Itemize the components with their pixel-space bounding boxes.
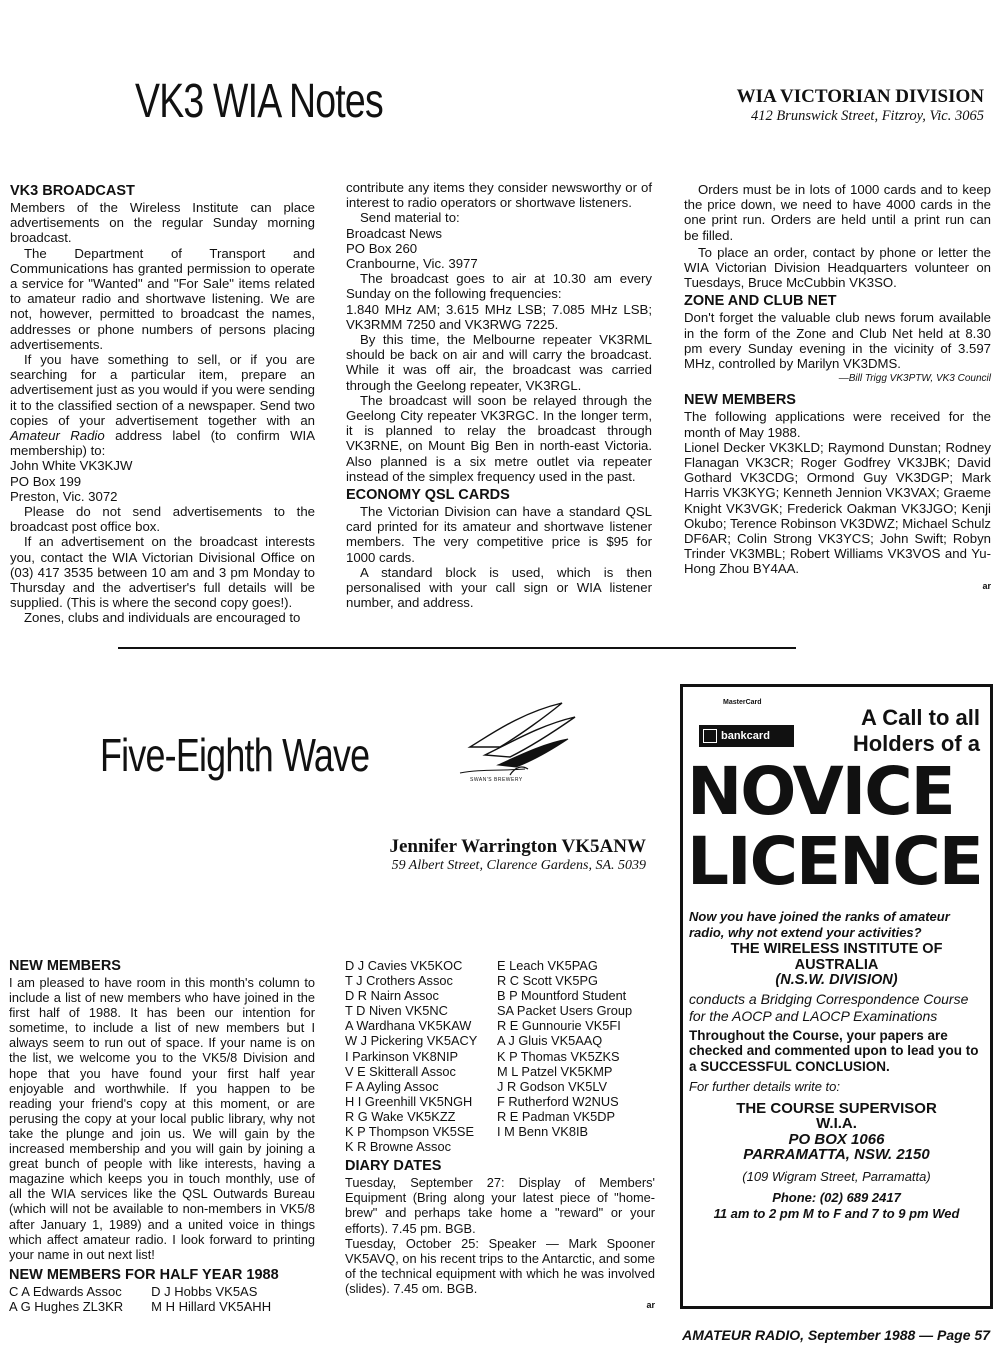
novice-licence-ad bbox=[680, 684, 993, 1309]
paragraph: By this time, the Melbourne repeater VK3RML should be back on air and will carry the broadcast. While it was off air, the broadcast was carried through the Geelong repeater, VK3RGL. bbox=[346, 332, 652, 393]
member-name: M H Hillard VK5AHH bbox=[151, 1298, 272, 1314]
division-name: WIA VICTORIAN DIVISION bbox=[736, 86, 984, 107]
paragraph: To place an order, contact by phone or letter the WIA Victorian Division Headquarters volunteer on Tuesdays, Bruce McCubbin VK3SO. bbox=[684, 244, 991, 291]
diary-entry: Tuesday, October 25: Speaker — Mark Spooner VK5AVQ, on his recent trips to the Antarctic, and some of the technical equipment with which he was involved (slides). 7.45 om. BGB. bbox=[345, 1235, 655, 1296]
paragraph: The following applications were received for the month of May 1988. bbox=[684, 409, 991, 440]
member-name: H I Greenhill VK5NGH bbox=[345, 1093, 473, 1109]
paragraph: Orders must be in lots of 1000 cards and to keep the price down, we need to have 4000 cards in the one print run. Orders are held until a print run can be filled. bbox=[684, 182, 991, 243]
five-eighth-title: Five-Eighth Wave bbox=[100, 729, 370, 781]
members-list-right bbox=[497, 958, 655, 1154]
ad-big-word: LICENCE bbox=[687, 823, 982, 900]
ad-box: PO BOX 1066 bbox=[788, 1130, 885, 1148]
section-heading: DIARY DATES bbox=[345, 1158, 442, 1175]
bankcard-icon bbox=[703, 729, 717, 743]
ad-hours: 11 am to 2 pm M to F and 7 to 9 pm Wed bbox=[713, 1205, 960, 1221]
ad-headline: Holders of a bbox=[852, 731, 980, 756]
member-name: K P Thompson VK5SE bbox=[345, 1124, 474, 1140]
address-line: John White VK3KJW bbox=[10, 458, 133, 474]
ad-org: AUSTRALIA bbox=[794, 956, 879, 973]
member-name: R C Scott VK5PG bbox=[497, 973, 598, 989]
paragraph: Members of the Wireless Institute can place advertisements on the regular Sunday morning broadcast. bbox=[10, 200, 315, 246]
paragraph: I am pleased to have room in this month's column to include a list of new members who have joined in the first half of 1988. It has been our intention for sometime, to include a list of new members but I always seem to run out of space. If your name is on the list, we welcome you to the VK5/8 Division and hope that you have found your first half year enjoyable and worthwhile. If you happen to be reading your friend's copy at this moment, or are perusing the copy at your local public library, why not take the plunge and join us. We will gain by the increased membership and you will gain by joining a great bunch of people with like interests, having a magazine which keeps you in touch monthly, use of all the WIA services like the QSL Outwards Bureau (which will not be available to non-members in VK5/8 after January 1, 1989) and a united voice in things which affect amateur radio. I look forward to printing your name in out next list! bbox=[9, 975, 315, 1262]
ad-org: THE WIRELESS INSTITUTE OF bbox=[730, 941, 943, 957]
member-name: I Parkinson VK8NIP bbox=[345, 1048, 459, 1064]
address-line: PO Box 199 bbox=[10, 473, 82, 489]
member-name: A Wardhana VK5KAW bbox=[345, 1018, 472, 1034]
fiveeighth-column-1 bbox=[9, 958, 315, 1314]
paragraph: The broadcast goes to air at 10.30 am every Sunday on the following frequencies: bbox=[346, 271, 652, 302]
members-table-left bbox=[9, 1284, 271, 1314]
member-name: J R Godson VK5LV bbox=[497, 1078, 608, 1094]
member-name: V E Skitterall Assoc bbox=[345, 1063, 456, 1079]
paragraph: A standard block is used, which is then personalised with your call sign or WIA listener number, and address. bbox=[346, 564, 652, 611]
ad-town: PARRAMATTA, NSW. 2150 bbox=[743, 1146, 930, 1163]
vk3-column-3 bbox=[684, 182, 991, 594]
member-name: R E Gunnourie VK5FI bbox=[497, 1018, 621, 1034]
logo bbox=[450, 695, 585, 790]
ad-headline: A Call to all bbox=[861, 705, 980, 730]
address-line: Preston, Vic. 3072 bbox=[10, 488, 118, 504]
ad-lead: Now you have joined the ranks of amateur radio, why not extend your activities? bbox=[689, 909, 950, 940]
section-heading: ZONE AND CLUB NET bbox=[684, 293, 837, 310]
paragraph: The Victorian Division can have a standard QSL card printed for its amateur and shortwave listener members. The very competitive price is $95 for 1000 cards. bbox=[346, 504, 652, 565]
paragraph: If you have something to sell, or if you are searching for a particular item, prepare an advertisement just as you would if you were sending it to the classified section of a newspaper. Send two copies of your advertisement together with an Amateur Radio address label (to confirm WIA membership) to: bbox=[10, 352, 315, 459]
author-name: Jennifer Warrington VK5ANW bbox=[389, 836, 646, 857]
section-heading: NEW MEMBERS FOR HALF YEAR 1988 bbox=[9, 1266, 279, 1283]
page-footer: AMATEUR RADIO, September 1988 — Page 57 bbox=[682, 1327, 990, 1343]
member-name: A J Gluis VK5AAQ bbox=[497, 1033, 603, 1049]
vk3-column-1 bbox=[10, 183, 315, 626]
members-list-mid bbox=[345, 958, 497, 1154]
logo-caption: SWAN'S BREWERY bbox=[470, 777, 523, 783]
section-heading: NEW MEMBERS bbox=[684, 392, 796, 409]
ad-org: (N.S.W. DIVISION) bbox=[775, 972, 898, 988]
member-name: A G Hughes ZL3KR bbox=[9, 1298, 124, 1314]
swans-logo-icon bbox=[450, 695, 585, 790]
member-name: I M Benn VK8IB bbox=[497, 1124, 589, 1140]
ad-street: (109 Wigram Street, Parramatta) bbox=[742, 1168, 931, 1184]
vk3-column-2 bbox=[346, 180, 652, 610]
address-line: Cranbourne, Vic. 3977 bbox=[346, 256, 478, 272]
end-mark: ar bbox=[982, 580, 991, 591]
member-name: T J Crothers Assoc bbox=[345, 973, 453, 989]
bankcard-logo bbox=[699, 725, 794, 747]
member-name: D R Nairn Assoc bbox=[345, 988, 439, 1004]
section-heading: ECONOMY QSL CARDS bbox=[346, 487, 510, 504]
diary-entry: Tuesday, September 27: Display of Members' Equipment (Bring along your latest piece of "home-brew" and perhaps take home a "reward" or your efforts). 7.45 pm. BGB. bbox=[345, 1175, 655, 1236]
signature: —Bill Trigg VK3PTW, VK3 Council bbox=[838, 373, 991, 385]
end-mark: ar bbox=[646, 1299, 655, 1310]
mastercard-logo: MasterCard bbox=[723, 699, 762, 706]
section-heading: NEW MEMBERS bbox=[9, 958, 121, 974]
address-line: PO Box 260 bbox=[346, 240, 418, 256]
member-name: K R Browne Assoc bbox=[345, 1139, 451, 1155]
member-name: R E Padman VK5DP bbox=[497, 1108, 616, 1124]
member-row bbox=[9, 1299, 271, 1314]
paragraph: Lionel Decker VK3KLD; Raymond Dunstan; Rodney Flanagan VK3CR; Roger Godfrey VK3JBK; David Gothard VK3CDG; Ormond Guy VK3DGP; Mark Harris VK3KYG; Kenneth Jennion VK3VAX; Graeme Knight VK3VGK; Frederick Oakman VK3JGO; Kenji Okubo; Terence Robinson VK3DWZ; Michael Schulz DF6AR; Colin Strong VK3YCS; John Swift; Robyn Trinder VK3MBL; Robert Williams VK3VOS and Yu-Hong Zhou BY4AA. bbox=[684, 439, 991, 577]
section-heading: VK3 BROADCAST bbox=[10, 183, 135, 199]
member-name: F A Ayling Assoc bbox=[345, 1078, 439, 1094]
paragraph: Don't forget the valuable club news forum available in the form of the Zone and Club Net held at 8.30 pm every Sunday evening in the vicinity of 3.597 MHz, controlled by Marilyn VK3DMS. bbox=[684, 310, 991, 372]
member-name: K P Thomas VK5ZKS bbox=[497, 1048, 620, 1064]
ad-supervisor: THE COURSE SUPERVISOR bbox=[736, 1099, 937, 1117]
member-name: C A Edwards Assoc bbox=[9, 1283, 122, 1299]
member-name: R G Wake VK5KZZ bbox=[345, 1108, 456, 1124]
member-name: D J Hobbs VK5AS bbox=[151, 1283, 258, 1299]
ad-checked: Throughout the Course, your papers are checked and commented upon to lead you to a SUCCESSFUL CONCLUSION. bbox=[689, 1027, 979, 1074]
ad-big-word: NOVICE bbox=[687, 753, 954, 830]
bankcard-label: bankcard bbox=[721, 730, 770, 742]
paragraph: 1.840 MHz AM; 3.615 MHz LSB; 7.085 MHz LSB; VK3RMM 7250 and VK3RWG 7225. bbox=[346, 301, 652, 332]
paragraph: Zones, clubs and individuals are encouraged to bbox=[24, 610, 301, 626]
ad-wia: W.I.A. bbox=[816, 1115, 857, 1132]
paragraph: The broadcast will soon be relayed through the Geelong City repeater VK3RGC. In the longer term, it is planned to relay the broadcast through VK3RNE, on Mount Big Ben in north-east Victoria. Also planned is a six metre outlet via repeater instead of the simplex frequency used in the past. bbox=[346, 392, 652, 484]
ad-further: For further details write to: bbox=[689, 1079, 840, 1094]
paragraph: Please do not send advertisements to the broadcast post office box. bbox=[10, 504, 315, 535]
member-name: T D Niven VK5NC bbox=[345, 1003, 448, 1019]
member-name: B P Mountford Student bbox=[497, 988, 627, 1004]
page-title: VK3 WIA Notes bbox=[135, 75, 383, 128]
fiveeighth-column-2 bbox=[345, 958, 655, 1313]
division-address: 412 Brunswick Street, Fitzroy, Vic. 3065 bbox=[750, 108, 984, 124]
paragraph: If an advertisement on the broadcast interests you, contact the WIA Victorian Divisional Office on (03) 417 3535 between 10 am and 3 pm Monday to Thursday and the advertiser's full details will be supplied. (This is where the second copy goes!). bbox=[10, 534, 315, 611]
ad-phone: Phone: (02) 689 2417 bbox=[772, 1190, 901, 1205]
member-name: W J Pickering VK5ACY bbox=[345, 1033, 478, 1049]
author-address: 59 Albert Street, Clarence Gardens, SA. 5039 bbox=[391, 858, 646, 873]
paragraph: The Department of Transport and Communications has granted permission to operate a service for "Wanted" and "For Sale" items related to amateur radio and shortwave listening. We are not, however, permitted to broadcast the names, addresses or phone numbers of persons placing advertisements. bbox=[10, 245, 315, 352]
paragraph: contribute any items they consider newsworthy or of interest to radio operators or shortwave listeners. bbox=[346, 180, 652, 211]
member-row bbox=[9, 1284, 271, 1299]
paragraph: Send material to: bbox=[360, 210, 460, 226]
member-name: D J Cavies VK5KOC bbox=[345, 958, 463, 973]
member-name: M L Patzel VK5KMP bbox=[497, 1063, 613, 1079]
address-line: Broadcast News bbox=[346, 225, 443, 241]
member-name: F Rutherford W2NUS bbox=[497, 1093, 619, 1109]
member-name: SA Packet Users Group bbox=[497, 1003, 633, 1019]
member-name: E Leach VK5PAG bbox=[497, 958, 598, 973]
ad-course: conducts a Bridging Correspondence Course for the AOCP and LAOCP Examinations bbox=[689, 990, 969, 1024]
section-divider bbox=[118, 647, 796, 649]
